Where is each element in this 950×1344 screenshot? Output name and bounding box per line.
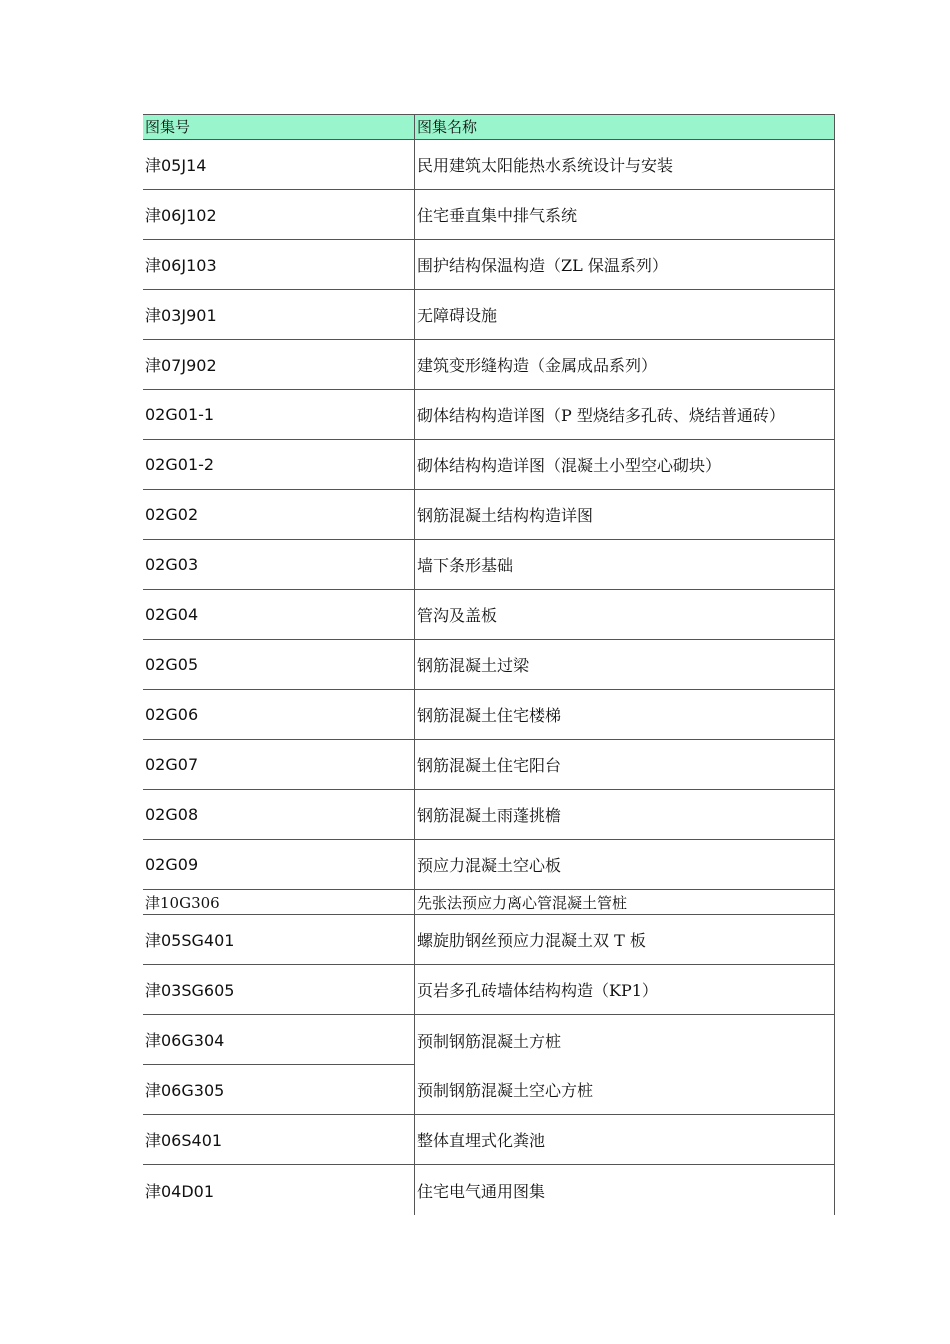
- table-row: [143, 1065, 835, 1115]
- row-code: 02G01-2: [143, 440, 415, 489]
- row-name: 围护结构保温构造（ZL 保温系列）: [415, 240, 835, 289]
- row-code: 津03J901: [143, 290, 415, 339]
- row-name: 预制钢筋混凝土空心方桩: [415, 1065, 835, 1114]
- row-code: 津06G305: [143, 1065, 415, 1114]
- row-name: 建筑变形缝构造（金属成品系列）: [415, 340, 835, 389]
- table-row: [143, 140, 835, 190]
- header-code: 图集号: [143, 115, 415, 139]
- table-row: [143, 1015, 835, 1065]
- table-row: [143, 540, 835, 590]
- table-row: [143, 690, 835, 740]
- table-row: [143, 440, 835, 490]
- row-name: 砌体结构构造详图（混凝土小型空心砌块）: [415, 440, 835, 489]
- row-code: 津03SG605: [143, 965, 415, 1014]
- row-code: 02G08: [143, 790, 415, 839]
- table-row: [143, 590, 835, 640]
- table-row: [143, 390, 835, 440]
- table-row: [143, 340, 835, 390]
- row-code: 02G05: [143, 640, 415, 689]
- row-code: 02G04: [143, 590, 415, 639]
- row-code: 津06J102: [143, 190, 415, 239]
- table-row: [143, 890, 835, 915]
- row-name: 螺旋肋钢丝预应力混凝土双 T 板: [415, 915, 835, 964]
- row-code: 02G01-1: [143, 390, 415, 439]
- row-code: 津06S401: [143, 1115, 415, 1164]
- row-name: 整体直埋式化粪池: [415, 1115, 835, 1164]
- row-code: 津07J902: [143, 340, 415, 389]
- row-code: 02G09: [143, 840, 415, 889]
- table-row: [143, 1115, 835, 1165]
- table-row: [143, 915, 835, 965]
- row-code: 02G03: [143, 540, 415, 589]
- row-name: 钢筋混凝土住宅楼梯: [415, 690, 835, 739]
- row-name: 墙下条形基础: [415, 540, 835, 589]
- atlas-table: [143, 114, 835, 1215]
- row-code: 02G06: [143, 690, 415, 739]
- table-row: [143, 965, 835, 1015]
- table-row: [143, 740, 835, 790]
- table-row: [143, 190, 835, 240]
- row-name: 钢筋混凝土结构构造详图: [415, 490, 835, 539]
- row-name: 管沟及盖板: [415, 590, 835, 639]
- row-name: 页岩多孔砖墙体结构构造（KP1）: [415, 965, 835, 1014]
- table-row: [143, 490, 835, 540]
- row-code: 津05J14: [143, 140, 415, 189]
- table-row: [143, 290, 835, 340]
- row-name: 钢筋混凝土住宅阳台: [415, 740, 835, 789]
- table-row: [143, 240, 835, 290]
- row-name: 钢筋混凝土过梁: [415, 640, 835, 689]
- header-name: 图集名称: [415, 115, 835, 139]
- row-name: 住宅垂直集中排气系统: [415, 190, 835, 239]
- row-code: 津05SG401: [143, 915, 415, 964]
- row-code: 津06J103: [143, 240, 415, 289]
- row-code: 津06G304: [143, 1015, 415, 1065]
- table-row: [143, 640, 835, 690]
- row-code: 02G02: [143, 490, 415, 539]
- row-name: 预应力混凝土空心板: [415, 840, 835, 889]
- row-code: 02G07: [143, 740, 415, 789]
- table-row: [143, 1165, 835, 1215]
- row-name: 砌体结构构造详图（P 型烧结多孔砖、烧结普通砖）: [415, 390, 835, 439]
- row-name: 先张法预应力离心管混凝土管桩: [415, 890, 835, 914]
- row-name: 住宅电气通用图集: [415, 1165, 835, 1215]
- row-code: 津10G306: [143, 890, 415, 914]
- row-name: 预制钢筋混凝土方桩: [415, 1015, 835, 1065]
- row-code: 津04D01: [143, 1165, 415, 1215]
- row-name: 无障碍设施: [415, 290, 835, 339]
- row-name: 钢筋混凝土雨蓬挑檐: [415, 790, 835, 839]
- table-row: [143, 790, 835, 840]
- table-header-row: [143, 114, 835, 140]
- table-row: [143, 840, 835, 890]
- row-name: 民用建筑太阳能热水系统设计与安装: [415, 140, 835, 189]
